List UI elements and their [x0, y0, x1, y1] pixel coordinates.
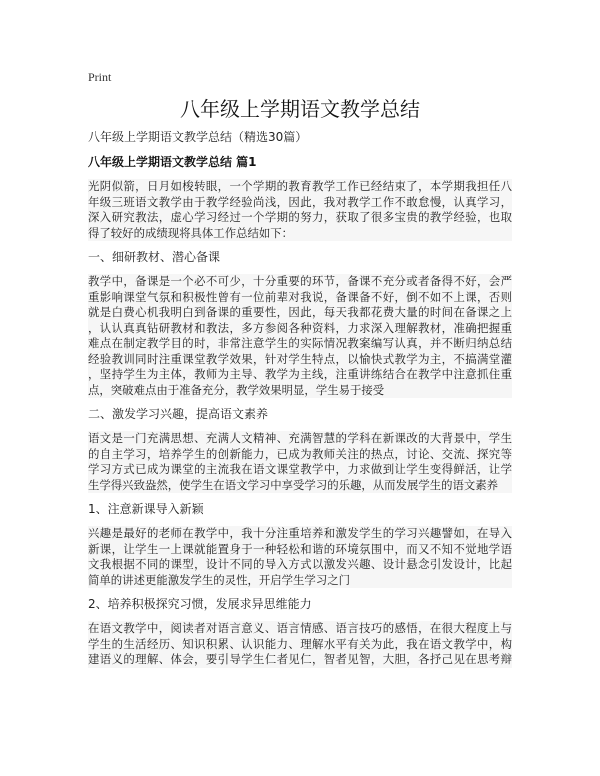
subsection-heading: 2、培养积极探究习惯，发展求异思维能力	[88, 597, 312, 611]
paragraph-line: 生学得兴致盎然，使学生在语文学习中享受学习的乐趣，从而发展学生的语文素养	[88, 477, 499, 492]
paragraph-line: 光阴似箭，日月如梭转眼，一个学期的教育教学工作已经结束了，本学期我担任八	[88, 179, 512, 193]
paragraph-line: 在语文教学中，阅读者对语言意义、语言情感、语言技巧的感悟，在很大程度上与	[88, 621, 512, 635]
paragraph-line: 兴趣是最好的老师在教学中，我十分注重培养和激发学生的学习兴趣譬如，在导入	[88, 526, 512, 540]
paragraph-line: 年级三班语文教学由于教学经验尚浅，因此，我对教学工作不敢怠慢，认真学习，	[88, 194, 512, 209]
subsection-heading: 一、细研教材、潜心备课	[88, 250, 221, 264]
paragraph-line: 学习方式已成为课堂的主流我在语文课堂教学中，力求做到让学生变得鲜活，让学	[88, 462, 512, 476]
section-heading: 八年级上学期语文教学总结 篇1	[88, 155, 257, 169]
paragraph-line: 文我根据不同的课型，设计不同的导入方式以激发兴趣、设计悬念引发设计，比起	[88, 557, 512, 571]
print-link[interactable]: Print	[88, 70, 112, 84]
body-paragraph	[88, 431, 512, 493]
document-page	[88, 69, 512, 668]
paragraph-line: 得了较好的成绩现将具体工作总结如下：	[88, 225, 294, 240]
paragraph-line: 经验教训同时注重课堂教学效果，针对学生特点，以愉快式教学为主，不搞满堂灌	[88, 351, 512, 366]
body-paragraph	[88, 179, 512, 241]
paragraph-line: 学生的生活经历、知识积累、认识能力、理解水平有关为此，我在语文教学中，构	[88, 636, 512, 651]
document-subtitle: 八年级上学期语文教学总结（精选30篇）	[88, 130, 308, 144]
paragraph-line: 难点在制定教学目的时，非常注意学生的实际情况教案编写认真，并不断归纳总结	[88, 336, 512, 350]
paragraph-line: 点，突破难点由于准备充分，教学效果明显，学生易于接受	[88, 382, 385, 397]
document-title: 八年级上学期语文教学总结	[180, 97, 420, 121]
body-paragraph	[88, 526, 512, 588]
subsection-heading: 二、激发学习兴趣，提高语文素养	[88, 407, 269, 421]
paragraph-line: 的自主学习，培养学生的创新能力，已成为教师关注的热点，讨论、交流、探究等	[88, 446, 512, 461]
body-paragraph	[88, 274, 512, 398]
paragraph-line: 重影响课堂气氛和积极性曾有一位前辈对我说，备课备不好，倒不如不上课，否则	[88, 289, 512, 304]
subsection-heading: 1、注意新课导入新颖	[88, 502, 204, 516]
paragraph-line: 建语义的理解、体会，要引导学生仁者见仁，智者见智，大胆，各抒己见在思考辩	[88, 652, 512, 666]
paragraph-line: 新课，让学生一上课就能置身于一种轻松和谐的环境氛围中，而又不知不觉地学语	[88, 541, 512, 556]
paragraph-line: 简单的讲述更能激发学生的灵性，开启学生学习之门	[88, 572, 350, 587]
paragraph-line: ，坚持学生为主体，教师为主导、教学为主线，注重讲练结合在教学中注意抓住重	[88, 367, 512, 381]
document-body	[88, 179, 512, 668]
paragraph-line: 语文是一门充满思想、充满人文精神、充满智慧的学科在新课改的大背景中，学生	[88, 431, 512, 445]
paragraph-line: 就是白费心机我明白到备课的重要性，因此，每天我都花费大量的时间在备课之上	[88, 305, 512, 319]
paragraph-line: 教学中，备课是一个必不可少，十分重要的环节，备课不充分或者备得不好，会严	[88, 274, 512, 288]
paragraph-line: ，认认真真钻研教材和教法，多方参阅各种资料，力求深入理解教材，准确把握重	[88, 320, 512, 335]
paragraph-line: 深入研究教法，虚心学习经过一个学期的努力，获取了很多宝贵的教学经验，也取	[88, 210, 512, 224]
body-paragraph	[88, 621, 512, 668]
